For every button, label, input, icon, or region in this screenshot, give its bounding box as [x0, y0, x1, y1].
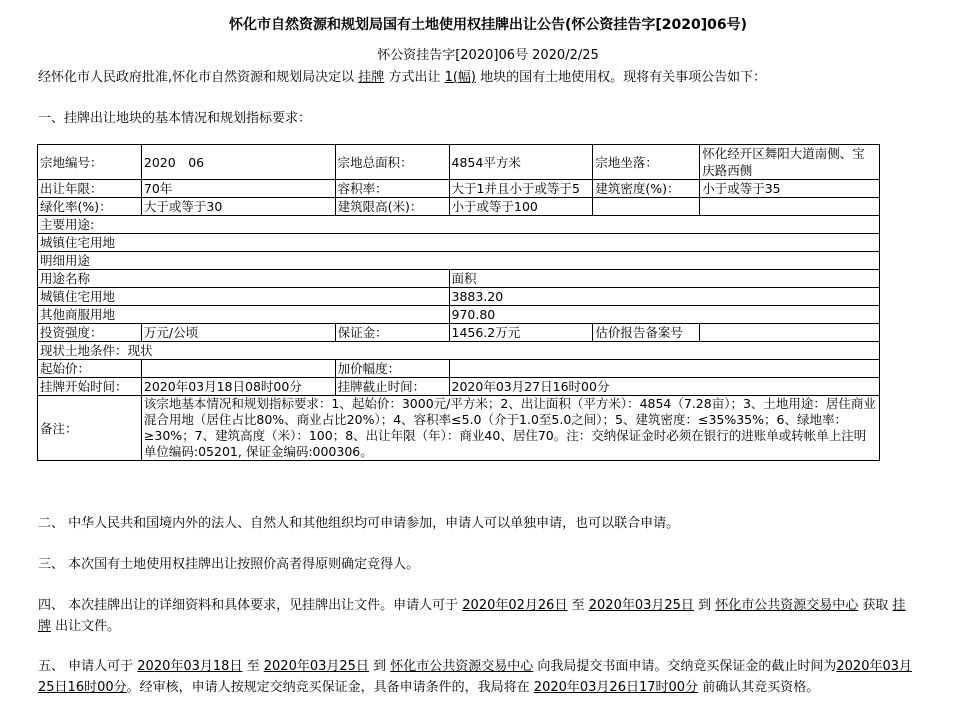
parcel-no: 2020 06 — [141, 145, 335, 180]
start-time-value: 2020年03月18日08时00分 — [141, 378, 335, 396]
density-value: 小于或等于35 — [700, 180, 880, 198]
trading-center-link: 怀化市公共资源交易中心 — [390, 659, 534, 674]
table-row: 挂牌开始时间： 2020年03月18日08时00分 挂牌截止时间： 2020年03月27日16时00分 — [38, 378, 880, 396]
area-value: 4854平方米 — [449, 145, 593, 180]
location-label: 宗地坐落： — [593, 145, 700, 180]
height-value: 小于或等于100 — [449, 198, 593, 216]
section-3: 三、 本次国有土地使用权挂牌出让按照价高者得原则确定竞得人。 — [38, 557, 420, 572]
parcel-info-table — [37, 144, 880, 461]
land-condition: 现状土地条件：现状 — [38, 342, 880, 360]
location-value: 怀化经开区舞阳大道南侧、宝庆路西侧 — [700, 145, 880, 180]
deposit-value: 1456.2万元 — [449, 324, 593, 342]
parcel-count: 1(幅) — [444, 70, 477, 85]
far-value: 大于1并且小于或等于5 — [449, 180, 593, 198]
section-4: 四、 本次挂牌出让的详细资料和具体要求，见挂牌出让文件。申请人可于 2020年02月26日 至 2020年03月25日 到 怀化市公共资源交易中心 获取 挂牌 出让文件。 — [38, 598, 906, 634]
table-row: 绿化率(%)： 大于或等于30 建筑限高(米)： 小于或等于100 — [38, 198, 880, 216]
table-row: 投资强度： 万元/公顷 保证金： 1456.2万元 估价报告备案号 — [38, 324, 880, 342]
table-row — [38, 342, 880, 360]
table-row: 用途名称 面积 — [38, 270, 880, 288]
table-row — [38, 145, 880, 180]
remark-value: 该宗地基本情况和规划指标要求：1、起始价：3000元/平方米；2、出让面积（平方米）：4854（7.28亩）；3、土地用途：居住商业混合用地（居住占比80%、商业占比20%）；4、容积率≤5.0（介于1.0至5.0之间）；5、建筑密度：≤35%35%；6、绿地率：≥30%；7、建筑高度（米）：100；8、出让年限（年）：商业40、居住70。注：交纳保证金时必须在银行的进账单或转帐单上注明单位编码:05201, 保证金编码:000306。 — [141, 396, 879, 461]
end-time-value: 2020年03月27日16时00分 — [449, 378, 879, 396]
main-use-value: 城镇住宅用地 — [38, 234, 880, 252]
table-row: 主要用途: — [38, 216, 880, 234]
trading-center-link: 怀化市公共资源交易中心 — [715, 598, 859, 613]
table-row: 起始价： 加价幅度： — [38, 360, 880, 378]
transfer-method: 挂牌 — [358, 70, 385, 85]
area-label: 宗地总面积： — [335, 145, 449, 180]
section-1-heading: 一、挂牌出让地块的基本情况和规划指标要求： — [38, 111, 312, 126]
table-row: 城镇住宅用地 3883.20 — [38, 288, 880, 306]
document-number-date: 怀公资挂告字[2020]06号 2020/2/25 — [377, 48, 599, 63]
section-5: 五、 申请人可于 2020年03月18日 至 2020年03月25日 到 怀化市公共资源交易中心 向我局提交书面申请。交纳竞买保证金的截止时间为2020年03月25日16时00分。经审核，申请人按规定交纳竞买保证金，具备申请条件的，我局将在 2020年03月26日17时00分 前确认其竞买资格。 — [38, 659, 913, 695]
invest-value: 万元/公顷 — [141, 324, 335, 342]
table-row: 其他商服用地 970.80 — [38, 306, 880, 324]
section-2: 二、 中华人民共和国境内外的法人、自然人和其他组织均可申请参加，申请人可以单独申请，也可以联合申请。 — [38, 516, 680, 531]
table-row — [38, 234, 880, 252]
page-title: 怀化市自然资源和规划局国有土地使用权挂牌出让公告(怀公资挂告字[2020]06号) — [228, 17, 748, 33]
term-value: 70年 — [141, 180, 335, 198]
table-row: 备注： 该宗地基本情况和规划指标要求：1、起始价：3000元/平方米；2、出让面积（平方米）：4854（7.28亩）；3、土地用途：居住商业混合用地（居住占比80%、商业占比20%）；4、容积率≤5.0（介于1.0至5.0之间）；5、建筑密度：≤35%35%；6、绿地率：≥30%；7、建筑高度（米）：100；8、出让年限（年）：商业40、居住70。注：交纳保证金时必须在银行的进账单或转帐单上注明单位编码:05201, 保证金编码:000306。 — [38, 396, 880, 461]
parcel-no-label: 宗地编号： — [38, 145, 142, 180]
green-value: 大于或等于30 — [141, 198, 335, 216]
table-row: 明细用途 — [38, 252, 880, 270]
table-row: 出让年限： 70年 容积率： 大于1并且小于或等于5 建筑密度(%)： 小于或等于35 — [38, 180, 880, 198]
intro-paragraph: 经怀化市人民政府批准,怀化市自然资源和规划局决定以 挂牌 方式出让 1(幅) 地块的国有土地使用权。现将有关事项公告如下： — [38, 70, 767, 85]
